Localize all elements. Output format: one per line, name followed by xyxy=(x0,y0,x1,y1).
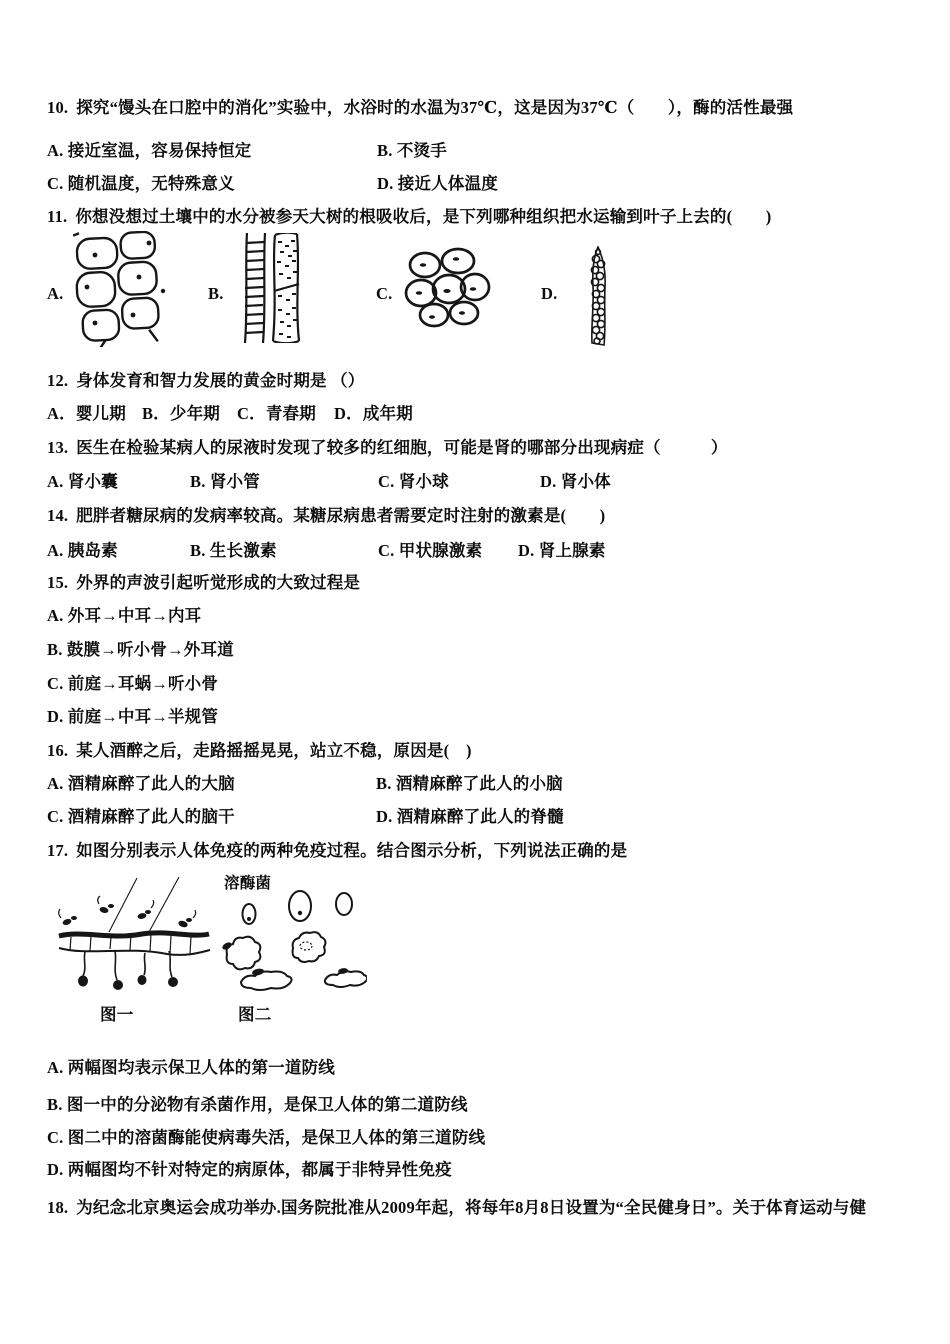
question-11-stem xyxy=(47,206,771,228)
q11-tissue-image-d xyxy=(584,246,612,346)
question-16-number: 16. xyxy=(47,741,69,760)
question-16-stem xyxy=(47,740,472,762)
question-18-text: 为纪念北京奥运会成功举办.国务院批准从2009年起，将每年8月8日设置为“全民健身日”。关于体育运动与健 xyxy=(76,1198,867,1217)
q17-option-b: B. 图一中的分泌物有杀菌作用，是保卫人体的第二道防线 xyxy=(47,1095,468,1114)
q11-option-label-d: D. xyxy=(541,284,558,303)
q17-figure1-label: 图一 xyxy=(100,1005,134,1024)
q12-option-a: A．婴儿期 xyxy=(47,404,126,423)
q10-option-c: C. 随机温度，无特殊意义 xyxy=(47,174,235,193)
q12-option-b: B．少年期 xyxy=(142,404,221,423)
q11-tissue-image-c xyxy=(402,247,492,333)
q16-option-c: C. 酒精麻醉了此人的脑干 xyxy=(47,807,235,826)
question-10-number: 10. xyxy=(47,98,69,117)
q11-option-label-a: A. xyxy=(47,284,64,303)
question-12-stem xyxy=(47,370,364,392)
q17-figure2-label: 图二 xyxy=(238,1005,272,1024)
q13-option-a: A. 肾小囊 xyxy=(47,472,118,491)
q13-option-d: D. 肾小体 xyxy=(540,472,611,491)
q10-option-b: B. 不烫手 xyxy=(377,141,447,160)
q14-option-b: B. 生长激素 xyxy=(190,541,277,560)
q12-option-d: D．成年期 xyxy=(334,404,413,423)
q14-option-d: D. 肾上腺素 xyxy=(518,541,606,560)
q17-enzyme-label: 溶酶菌 xyxy=(224,875,272,892)
question-14-number: 14. xyxy=(47,506,69,525)
q16-option-a: A. 酒精麻醉了此人的大脑 xyxy=(47,774,235,793)
question-13-stem xyxy=(47,437,728,459)
question-18-number: 18. xyxy=(47,1198,69,1217)
question-15-number: 15. xyxy=(47,573,69,592)
q12-option-c: C．青春期 xyxy=(237,404,316,423)
question-17-text: 如图分别表示人体免疫的两种免疫过程。结合图示分析，下列说法正确的是 xyxy=(76,841,628,860)
q13-option-b: B. 肾小管 xyxy=(190,472,260,491)
q17-immunity-figure xyxy=(57,876,367,1002)
question-17-number: 17. xyxy=(47,841,69,860)
q15-option-c: C. 前庭→耳蜗→听小骨 xyxy=(47,674,219,693)
question-13-number: 13. xyxy=(47,438,69,457)
question-18-stem xyxy=(47,1197,866,1219)
q17-option-d: D. 两幅图均不针对特定的病原体，都属于非特异性免疫 xyxy=(47,1160,452,1179)
q11-tissue-image-b xyxy=(239,233,301,343)
question-14-stem xyxy=(47,505,605,527)
q11-option-label-c: C. xyxy=(376,284,393,303)
question-12-number: 12. xyxy=(47,371,69,390)
question-16-text: 某人酒醉之后，走路摇摇晃晃，站立不稳，原因是( ) xyxy=(76,741,472,760)
q11-option-label-b: B. xyxy=(208,284,224,303)
q10-option-a: A. 接近室温，容易保持恒定 xyxy=(47,141,252,160)
question-14-text: 肥胖者糖尿病的发病率较高。某糖尿病患者需要定时注射的激素是( ) xyxy=(76,506,606,525)
question-11-number: 11. xyxy=(47,207,68,226)
q15-option-a: A. 外耳→中耳→内耳 xyxy=(47,606,202,625)
question-15-stem xyxy=(47,572,360,594)
q14-option-a: A. 胰岛素 xyxy=(47,541,118,560)
q17-option-c: C. 图二中的溶菌酶能使病毒失活，是保卫人体的第三道防线 xyxy=(47,1128,486,1147)
question-17-stem xyxy=(47,840,627,862)
q17-option-a: A. 两幅图均表示保卫人体的第一道防线 xyxy=(47,1058,335,1077)
question-11-text: 你想没想过土壤中的水分被参天大树的根吸收后，是下列哪种组织把水运输到叶子上去的( ) xyxy=(75,207,772,226)
question-10-text: 探究“馒头在口腔中的消化”实验中，水浴时的水温为37℃，这是因为37℃（ ），酶的活性最强 xyxy=(76,98,794,117)
q15-option-d: D. 前庭→中耳→半规管 xyxy=(47,707,219,726)
q11-tissue-image-a xyxy=(73,231,175,347)
question-10-stem xyxy=(47,97,793,119)
q15-option-b: B. 鼓膜→听小骨→外耳道 xyxy=(47,640,234,659)
question-12-text: 身体发育和智力发展的黄金时期是 （） xyxy=(76,371,365,390)
q13-option-c: C. 肾小球 xyxy=(378,472,449,491)
q14-option-c: C. 甲状腺激素 xyxy=(378,541,483,560)
q10-option-d: D. 接近人体温度 xyxy=(377,174,498,193)
question-13-text: 医生在检验某病人的尿液时发现了较多的红细胞，可能是肾的哪部分出现病症（ ） xyxy=(76,438,728,457)
question-15-text: 外界的声波引起听觉形成的大致过程是 xyxy=(76,573,361,592)
q16-option-b: B. 酒精麻醉了此人的小脑 xyxy=(376,774,563,793)
q16-option-d: D. 酒精麻醉了此人的脊髓 xyxy=(376,807,564,826)
